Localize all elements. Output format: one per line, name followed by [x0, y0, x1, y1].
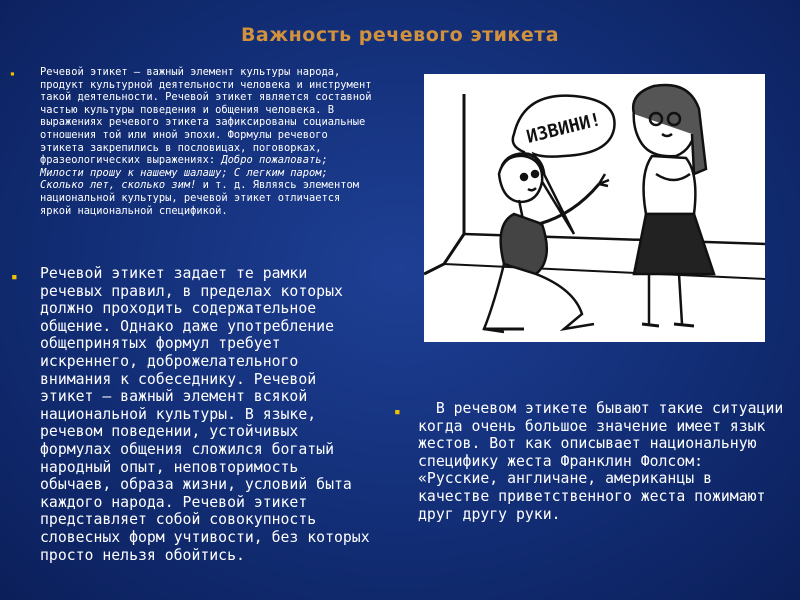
cartoon-apology-icon — [424, 74, 765, 342]
paragraph-1-text: Речевой этикет — важный элемент культуры народа, продукт культурной деятельности человека и инструмент такой деятельности. Речевой этикет является составной частью культуры поведения и общения человека. В выражениях речевого этикета зафиксированы социальные отношения той или иной эпохи. Формулы речевого этикета закрепились в пословицах, поговорках, фразеологических выражениях: — [40, 66, 372, 167]
bullet-paragraph-1 — [10, 66, 376, 217]
paragraph-1-text-end: и т. д. Являясь элементом национальной культуры, речевой этикет отличается яркой национальной спецификой. — [40, 179, 360, 217]
bullet-paragraph-2 — [11, 265, 375, 564]
bullet-marker-icon: ▪ — [11, 270, 18, 283]
paragraph-1-italic-examples: Добро пожаловать; Милости прошу к нашему шалашу; С легким паром; Сколько лет, сколько зим! — [40, 154, 328, 192]
bullet-marker-icon: ▪ — [10, 69, 15, 78]
paragraph-2-text: Речевой этикет задает те рамки речевых правил, в пределах которых должно проходить содержательное общение. Однако даже употребление общепринятых формул требует искреннего, доброжелательного внимания к собеседнику. Речевой этикет – важный элемент всякой национальной культуры. В языке, речевом поведении, устойчивых формулах общения сложился богатый народный опыт, неповторимость обычаев, образа жизни, условий быта каждого народа. Речевой этикет представляет собой совокупность словесных форм учтивости, без которых просто нельзя обойтись. — [40, 265, 370, 564]
bullet-paragraph-3 — [394, 400, 793, 523]
slide-title: Важность речевого этикета — [240, 24, 560, 46]
apology-illustration — [424, 74, 765, 342]
bullet-marker-icon: ▪ — [394, 405, 401, 418]
paragraph-3-text: В речевом этикете бывают такие ситуации когда очень большое значение имеет язык жестов. Вот как описывает национальную специфику жеста Франклин Фолсом: «Русские, англичане, американцы в качестве приветственного жеста пожимают друг другу руки. — [418, 400, 793, 523]
speech-bubble-text: ИЗВИНИ! — [524, 109, 604, 148]
